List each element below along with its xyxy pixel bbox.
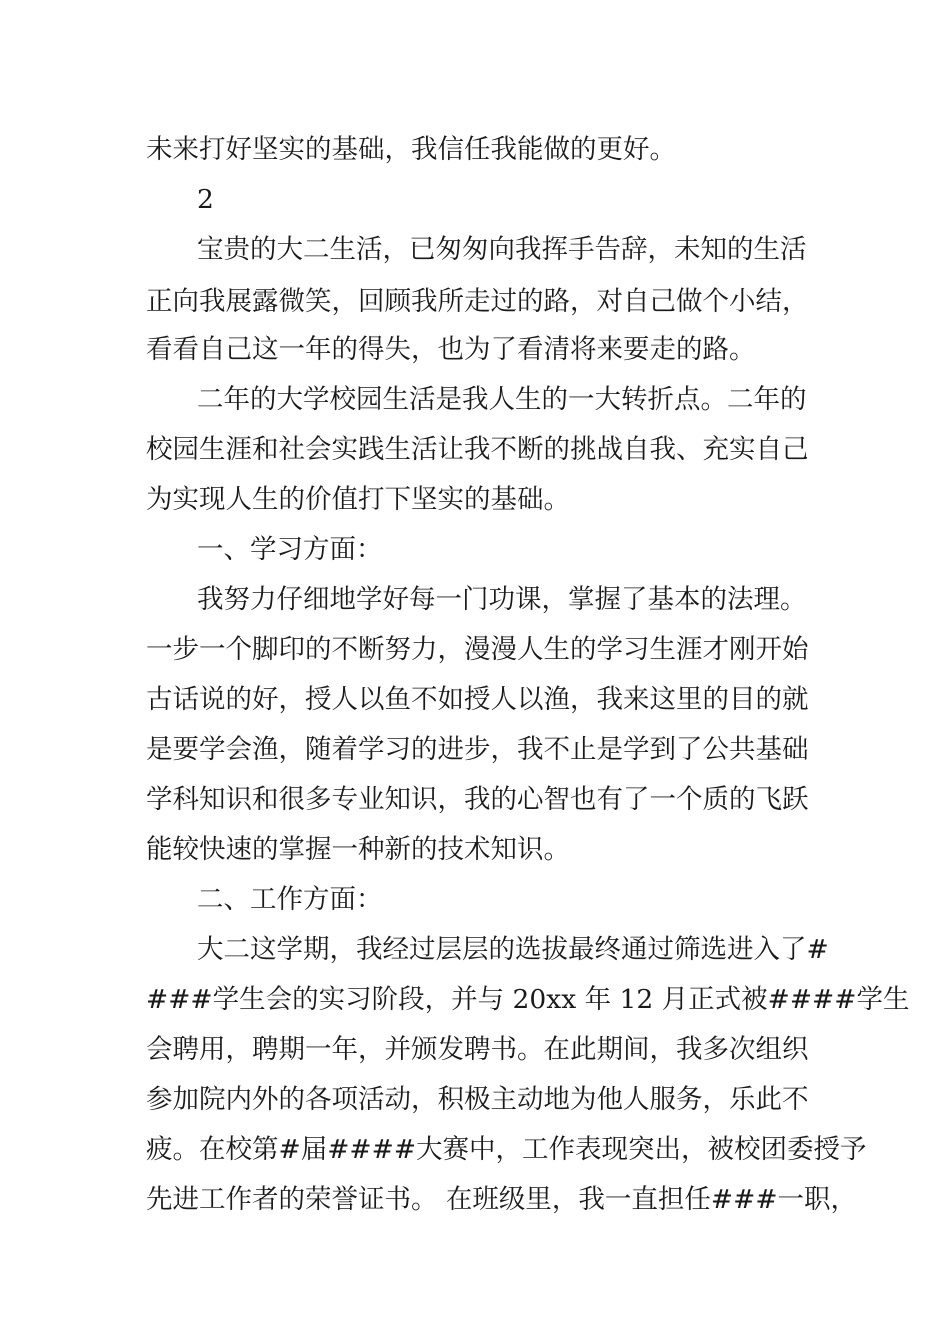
paragraph-line: 看看自己这一年的得失，也为了看清将来要走的路。 — [146, 334, 756, 365]
paragraph-line: ###学生会的实习阶段，并与 20xx 年 12 月正式被####学生 — [146, 984, 910, 1015]
section-number: 2 — [197, 184, 214, 215]
paragraph-line: 大二这学期，我经过层层的选拔最终通过筛选进入了# — [197, 934, 829, 965]
paragraph-line: 二年的大学校园生活是我人生的一大转折点。二年的 — [197, 384, 807, 415]
paragraph-line: 学科知识和很多专业知识，我的心智也有了一个质的飞跃 — [146, 784, 809, 815]
paragraph-line: 我努力仔细地学好每一门功课，掌握了基本的法理。 — [197, 584, 807, 615]
section-heading: 一、学习方面： — [197, 534, 383, 565]
paragraph-line: 古话说的好，授人以鱼不如授人以渔，我来这里的目的就 — [146, 684, 809, 715]
paragraph-line: 参加院内外的各项活动，积极主动地为他人服务，乐此不 — [146, 1084, 809, 1115]
paragraph-line: 正向我展露微笑，回顾我所走过的路，对自己做个小结， — [146, 286, 809, 317]
paragraph-line: 疲。在校第#届####大赛中，工作表现突出，被校团委授予 — [146, 1134, 867, 1165]
section-heading: 二、工作方面： — [197, 884, 383, 915]
paragraph-line: 一步一个脚印的不断努力，漫漫人生的学习生涯才刚开始 — [146, 634, 809, 665]
paragraph-line: 能较快速的掌握一种新的技术知识。 — [146, 834, 570, 865]
paragraph-line: 校园生涯和社会实践生活让我不断的挑战自我、充实自己 — [146, 434, 809, 465]
paragraph-line: 会聘用，聘期一年，并颁发聘书。在此期间，我多次组织 — [146, 1034, 809, 1065]
text-line: 未来打好坚实的基础，我信任我能做的更好。 — [146, 134, 676, 165]
paragraph-line: 为实现人生的价值打下坚实的基础。 — [146, 484, 570, 515]
paragraph-line: 宝贵的大二生活，已匆匆向我挥手告辞，未知的生活 — [197, 234, 807, 265]
paragraph-line: 是要学会渔，随着学习的进步，我不止是学到了公共基础 — [146, 734, 809, 765]
paragraph-line: 先进工作者的荣誉证书。 在班级里，我一直担任###一职， — [146, 1184, 858, 1215]
